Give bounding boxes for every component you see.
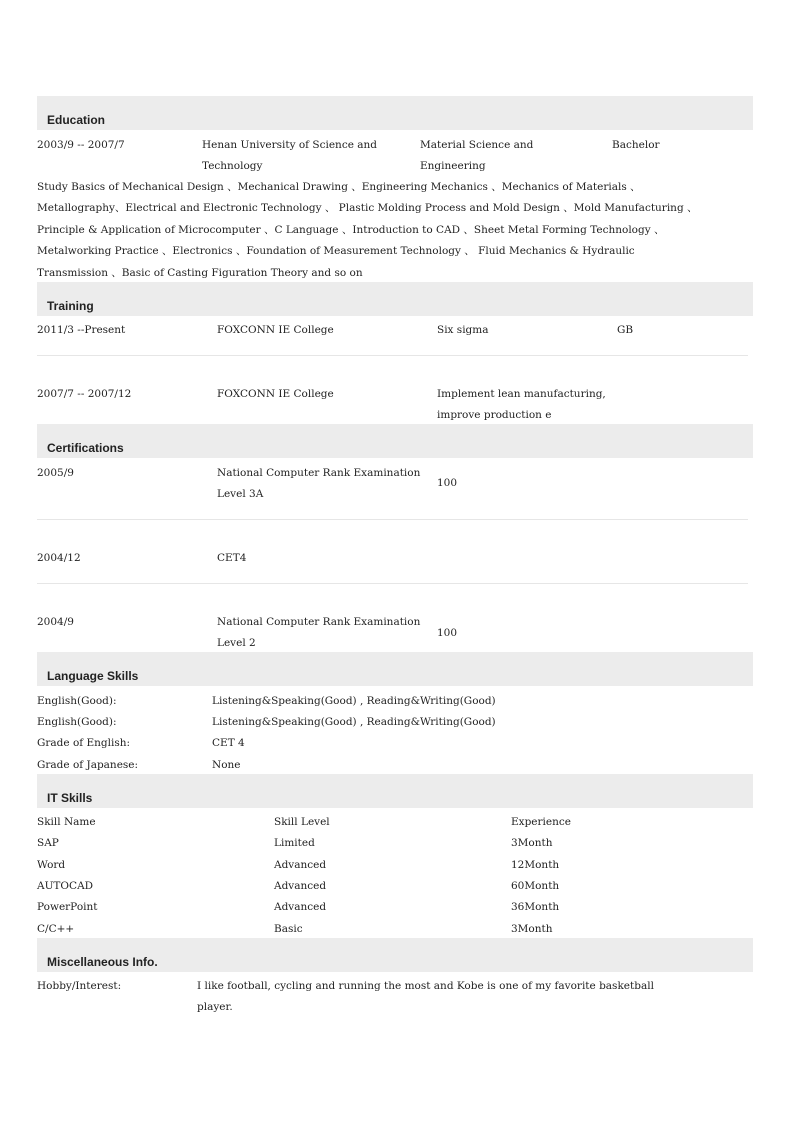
study-line: Metalworking Practice 、Electronics 、Foundation of Measurement Technology 、 Fluid Mechanics & Hydraulic [37,245,635,257]
study-line: Principle & Application of Microcomputer 、C Language 、Introduction to CAD 、Sheet Metal Forming Technology 、 [37,224,665,236]
cert-name: National Computer Rank Examination [217,467,421,479]
study-line: Study Basics of Mechanical Design 、Mechanical Drawing 、Engineering Mechanics 、Mechanics of Materials 、 [37,181,641,193]
cert-score: 100 [437,477,458,489]
training-org: FOXCONN IE College [217,388,334,400]
section-title: Education [47,113,106,127]
education-degree: Bachelor [612,139,660,151]
it-skill-experience: 12Month [511,859,560,871]
it-skill-name: PowerPoint [37,901,98,913]
row-divider [37,355,748,356]
cert-date: 2004/12 [37,552,81,564]
language-value: Listening&Speaking(Good) , Reading&Writing(Good) [212,716,496,728]
cert-name-cont: Level 2 [217,637,256,649]
section-title: IT Skills [47,791,93,805]
it-skill-level: Advanced [274,901,327,913]
cert-name: CET4 [217,552,247,564]
education-school: Henan University of Science and [202,139,377,151]
study-line: Transmission 、Basic of Casting Figuration Theory and so on [37,267,363,279]
it-column-header: Skill Name [37,816,96,828]
education-header [37,96,753,130]
hobby-text: I like football, cycling and running the most and Kobe is one of my favorite basketball [197,980,654,992]
it-skill-level: Advanced [274,880,327,892]
it-skill-level: Limited [274,837,315,849]
education-major-cont: Engineering [420,160,486,172]
it-skill-level: Advanced [274,859,327,871]
it-skill-experience: 3Month [511,837,553,849]
cert-score: 100 [437,627,458,639]
study-line: Metallography、Electrical and Electronic Technology 、 Plastic Molding Process and Mold Design 、Mold Manufacturing 、 [37,202,698,214]
cert-name-cont: Level 3A [217,488,264,500]
section-title: Language Skills [47,669,139,683]
training-course-cont: improve production e [437,409,552,421]
language-label: Grade of English: [37,737,131,749]
it-column-header: Experience [511,816,571,828]
section-title: Miscellaneous Info. [47,955,158,969]
row-divider [37,519,748,520]
language-label: English(Good): [37,695,117,707]
certifications-header [37,424,753,458]
it-skill-level: Basic [274,923,303,935]
language-value: Listening&Speaking(Good) , Reading&Writing(Good) [212,695,496,707]
misc-header [37,938,753,972]
language-header [37,652,753,686]
education-school-cont: Technology [202,160,263,172]
training-course: Implement lean manufacturing, [437,388,606,400]
hobby-text-cont: player. [197,1001,233,1013]
language-label: English(Good): [37,716,117,728]
it-skill-name: Word [37,859,66,871]
training-date: 2011/3 --Present [37,324,126,336]
language-value: CET 4 [212,737,245,749]
row-divider [37,583,748,584]
education-major: Material Science and [420,139,534,151]
language-label: Grade of Japanese: [37,759,139,771]
training-org: FOXCONN IE College [217,324,334,336]
it-skills-header [37,774,753,808]
it-skill-name: C/C++ [37,923,75,935]
it-skill-experience: 60Month [511,880,560,892]
section-title: Certifications [47,441,124,455]
it-column-header: Skill Level [274,816,330,828]
hobby-label: Hobby/Interest: [37,980,122,992]
cert-date: 2004/9 [37,616,74,628]
training-header [37,282,753,316]
it-skill-experience: 36Month [511,901,560,913]
it-skill-experience: 3Month [511,923,553,935]
language-value: None [212,759,241,771]
training-date: 2007/7 -- 2007/12 [37,388,132,400]
education-date: 2003/9 -- 2007/7 [37,139,125,151]
training-course: Six sigma [437,324,489,336]
training-level: GB [617,324,634,336]
section-title: Training [47,299,94,313]
cert-date: 2005/9 [37,467,74,479]
cert-name: National Computer Rank Examination [217,616,421,628]
it-skill-name: SAP [37,837,59,849]
it-skill-name: AUTOCAD [37,880,94,892]
